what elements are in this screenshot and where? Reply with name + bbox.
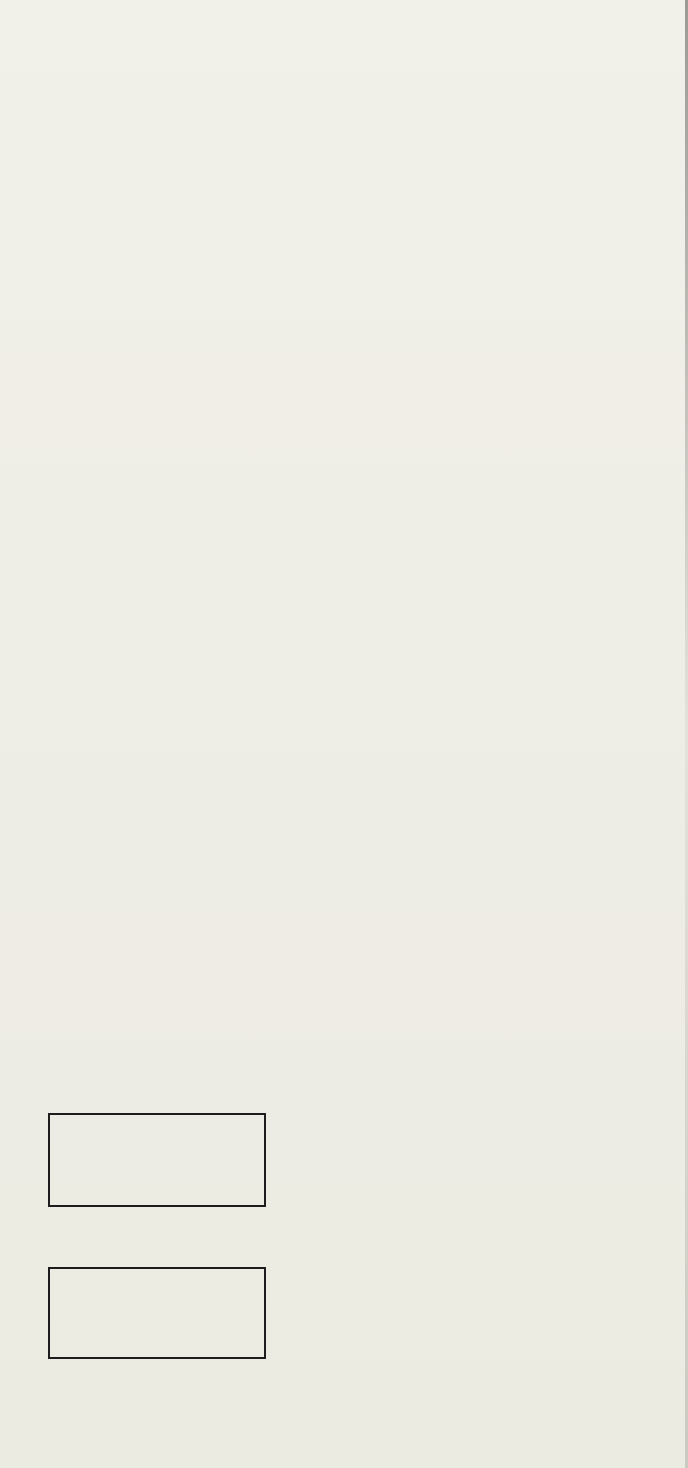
mixer-inputs-grid	[48, 1267, 266, 1359]
signal-arrows-row	[48, 1211, 266, 1265]
tx802-instruments-grid	[48, 1113, 266, 1207]
